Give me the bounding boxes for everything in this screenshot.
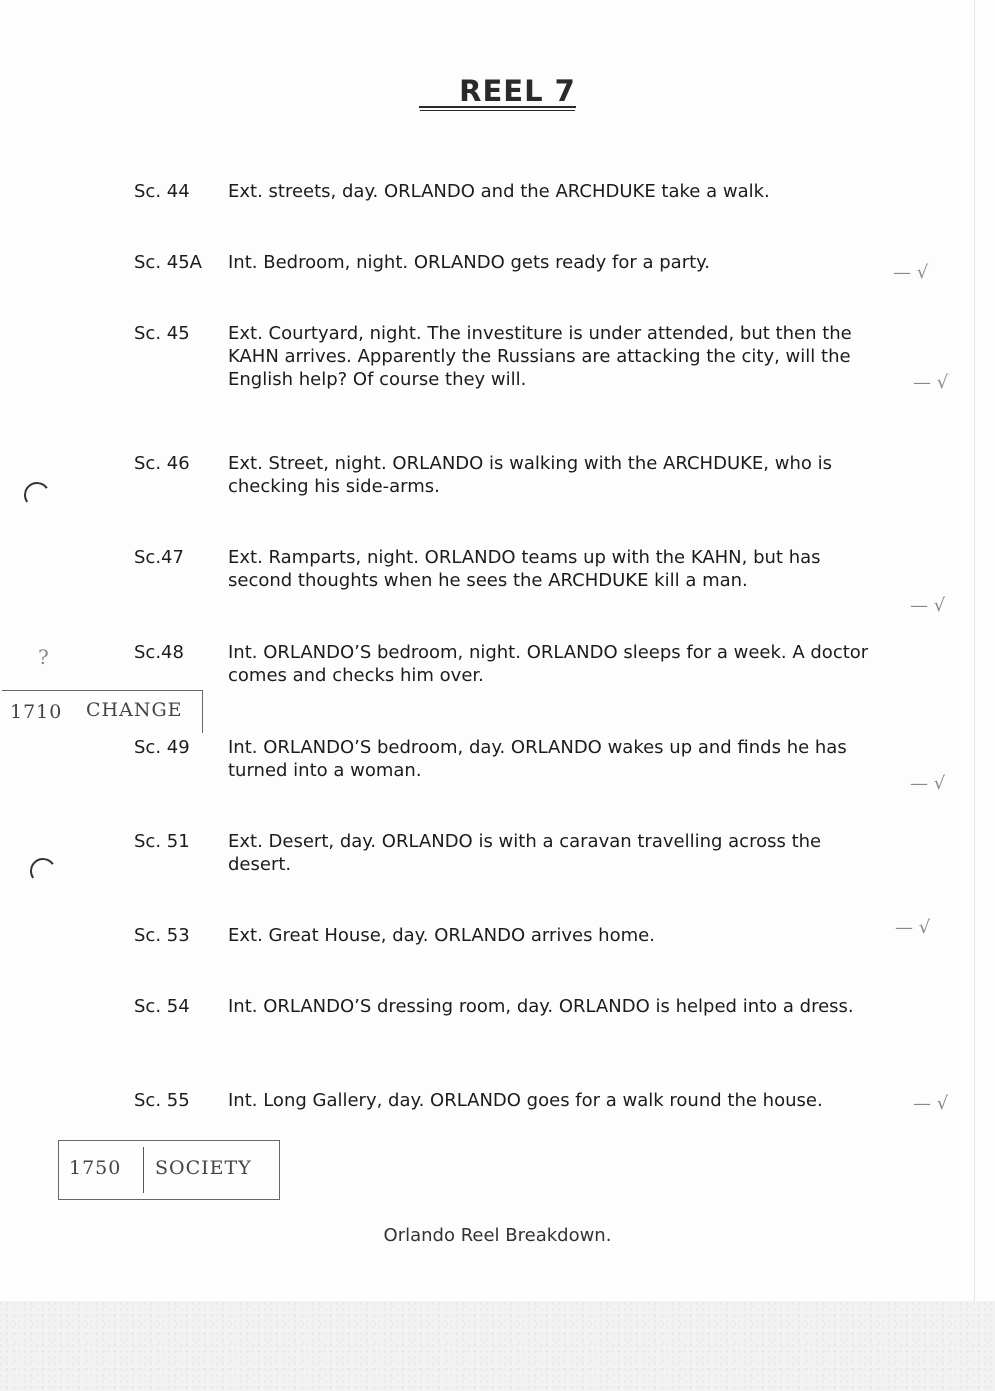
tick-mark: — √ [893,262,929,283]
scan-noise-strip [0,1301,995,1391]
page-edge-shadow [974,0,975,1391]
tick-mark: — √ [913,372,949,393]
scene-number: Sc. 45 [134,323,190,344]
tick-mark: — √ [910,595,946,616]
scene-row [134,452,894,498]
reel-title-text: REEL 7 [419,76,576,108]
scene-description: Ext. streets, day. ORLANDO and the ARCHDUKE take a walk. [228,181,770,202]
scene-row [134,251,894,274]
scene-number: Sc. 44 [134,181,190,202]
scene-number: Sc.47 [134,547,184,568]
question-mark-note: ? [38,645,49,669]
scene-description: Int. Long Gallery, day. ORLANDO goes for a walk round the house. [228,1090,823,1111]
scene-row [134,1089,894,1112]
scene-row [134,546,894,592]
scene-row [134,736,894,782]
change-note [2,690,203,733]
scene-description: Ext. Desert, day. ORLANDO is with a caravan travelling across the desert. [228,831,822,875]
scene-row [134,830,894,876]
hole-punch-icon [28,856,58,886]
note-divider [143,1147,144,1193]
hole-punch-icon [22,480,52,510]
scene-row [134,924,894,947]
scene-number: Sc. 53 [134,925,190,946]
scene-description: Ext. Courtyard, night. The investiture is under attended, but then the KAHN arrives. Apparently the Russians are attacking the city, will the English help? Of course they will. [228,323,852,390]
scene-row [134,180,894,203]
scene-number: Sc. 45A [134,252,202,273]
scene-description: Ext. Ramparts, night. ORLANDO teams up with the KAHN, but has second thoughts when he sees the ARCHDUKE kill a man. [228,547,821,591]
scene-number: Sc. 55 [134,1090,190,1111]
scene-description: Int. Bedroom, night. ORLANDO gets ready for a party. [228,252,710,273]
document-footer: Orlando Reel Breakdown. [383,1225,612,1246]
tick-mark: — √ [913,1093,949,1114]
scene-description: Ext. Great House, day. ORLANDO arrives home. [228,925,655,946]
society-year: 1750 [69,1157,122,1179]
scene-number: Sc. 54 [134,996,190,1017]
scene-number: Sc. 49 [134,737,190,758]
scene-description: Int. ORLANDO’S dressing room, day. ORLANDO is helped into a dress. [228,996,854,1017]
society-note [58,1140,280,1200]
change-label: CHANGE [86,699,183,721]
reel-title [0,74,995,108]
scene-row [134,995,894,1018]
scene-number: Sc. 51 [134,831,190,852]
scene-number: Sc. 46 [134,453,190,474]
scene-row [134,322,894,391]
scene-description: Ext. Street, night. ORLANDO is walking with the ARCHDUKE, who is checking his side-arms. [228,453,832,497]
tick-mark: — √ [895,917,931,938]
scene-description: Int. ORLANDO’S bedroom, night. ORLANDO sleeps for a week. A doctor comes and checks him over. [228,642,869,686]
scene-description: Int. ORLANDO’S bedroom, day. ORLANDO wakes up and finds he has turned into a woman. [228,737,847,781]
change-year: 1710 [10,701,63,723]
tick-mark: — √ [910,773,946,794]
society-label: SOCIETY [155,1157,252,1179]
scene-number: Sc.48 [134,642,184,663]
scene-row [134,641,894,687]
